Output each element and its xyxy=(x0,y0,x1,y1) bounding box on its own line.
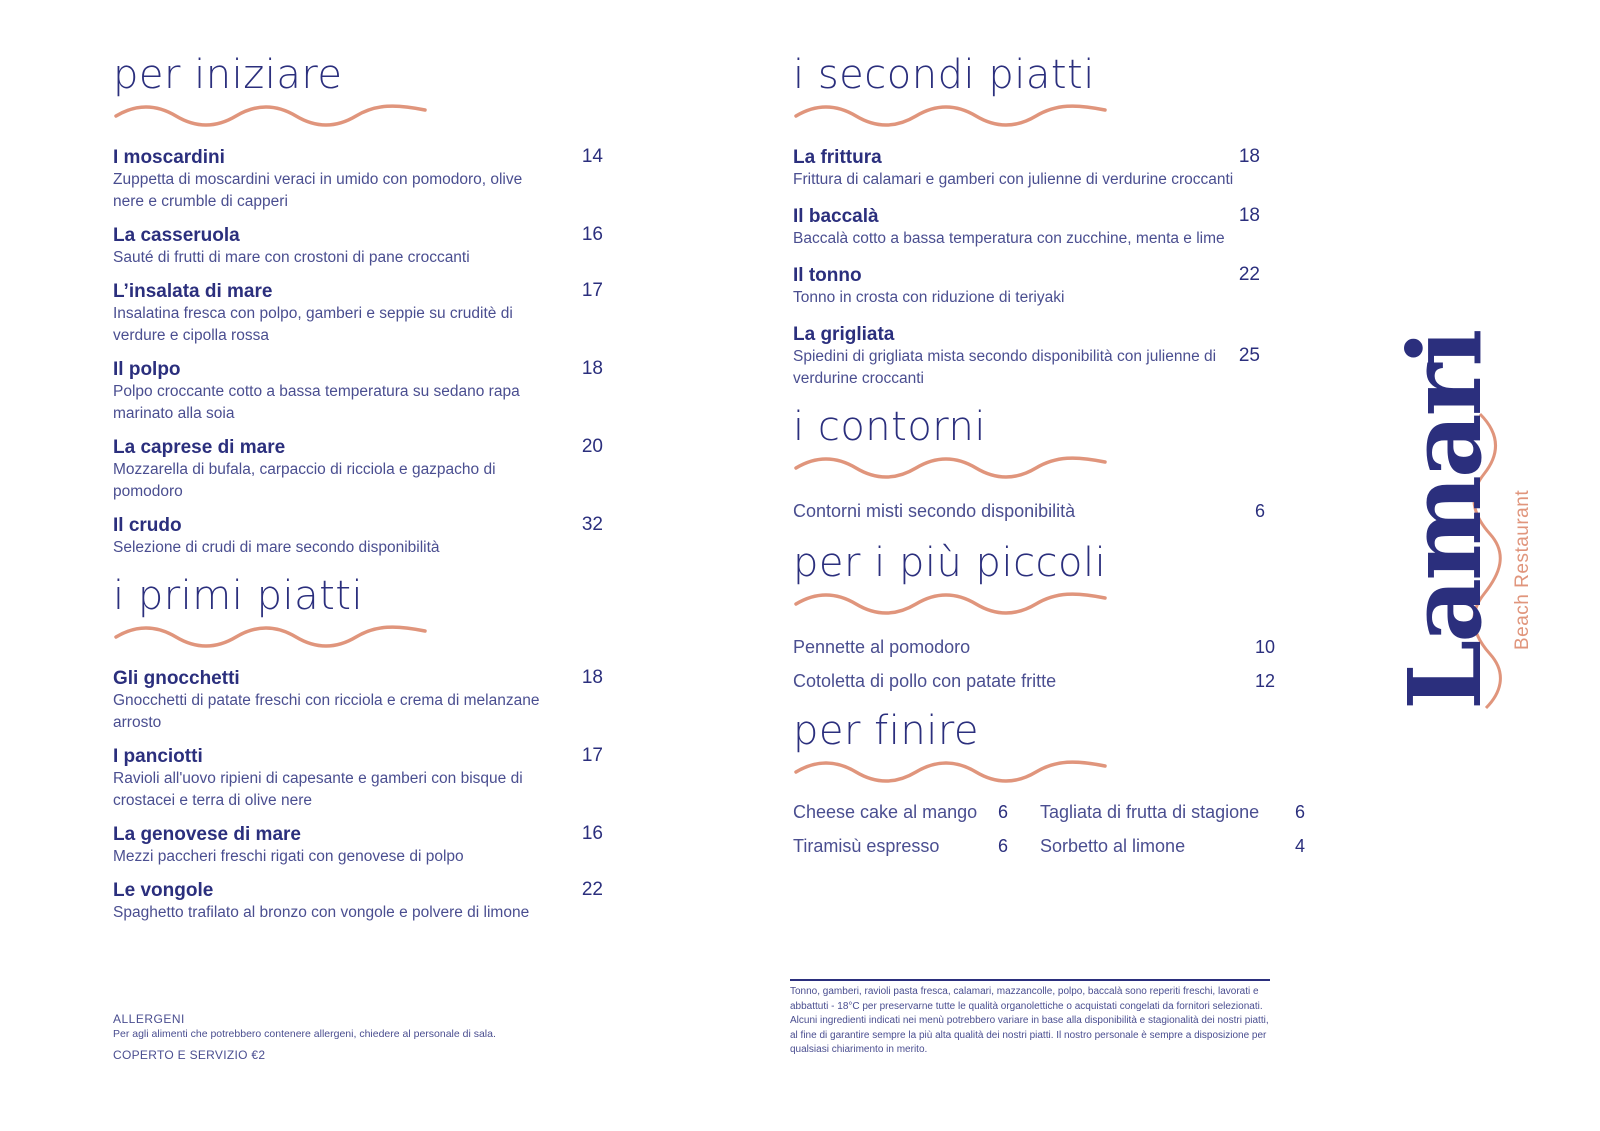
wave-divider-icon xyxy=(793,102,1108,128)
wave-divider-icon xyxy=(113,102,428,128)
kids-list xyxy=(793,634,1305,702)
item-name: Il polpo xyxy=(113,359,181,380)
item-price: 6 xyxy=(998,836,1009,856)
item-name: Il crudo xyxy=(113,515,182,536)
primi-list xyxy=(113,667,603,924)
starters-list xyxy=(113,146,603,559)
item-name: Sorbetto al limone xyxy=(1040,836,1186,856)
item-name: Contorni misti secondo disponibilità xyxy=(793,501,1076,521)
item-name: Pennette al pomodoro xyxy=(793,637,971,657)
item-price: 6 xyxy=(1255,501,1266,521)
item-price: 32 xyxy=(581,514,603,535)
item-description: Mezzi paccheri freschi rigati con genovese di polpo xyxy=(113,848,464,865)
item-name: La casseruola xyxy=(113,225,240,246)
middle-column xyxy=(793,52,1305,872)
item-name: La caprese di mare xyxy=(113,437,286,458)
item-description: Spiedini di grigliata mista secondo disponibilità con julienne di verdurine croccanti xyxy=(793,348,1217,387)
menu-item xyxy=(113,667,603,734)
menu-item xyxy=(793,498,1305,532)
item-description: Baccalà cotto a bassa temperatura con zucchine, menta e lime xyxy=(793,230,1225,247)
menu-item xyxy=(793,146,1305,191)
item-price: 18 xyxy=(1238,146,1260,167)
item-description: Polpo croccante cotto a bassa temperatura su sedano rapa marinato alla soia xyxy=(113,383,520,422)
menu-item xyxy=(113,879,603,924)
menu-item xyxy=(113,280,603,347)
menu-item xyxy=(793,634,1305,668)
cover-charge: COPERTO E SERVIZIO €2 xyxy=(113,1048,266,1062)
item-name: La grigliata xyxy=(793,324,895,345)
item-description: Tonno in crosta con riduzione di teriyaki xyxy=(793,289,1065,306)
item-price: 10 xyxy=(1255,637,1276,657)
item-description: Gnocchetti di patate freschi con ricciola e crema di melanzane arrosto xyxy=(113,692,540,731)
wave-divider-icon xyxy=(113,623,428,649)
item-name: I moscardini xyxy=(113,147,225,168)
item-price: 12 xyxy=(1255,671,1276,691)
section-title-starters: per iniziare xyxy=(113,52,343,98)
item-price: 18 xyxy=(1238,205,1260,226)
item-description: Selezione di crudi di mare secondo disponibilità xyxy=(113,539,440,556)
menu-item xyxy=(113,514,603,559)
item-price: 6 xyxy=(998,802,1009,822)
wave-divider-icon xyxy=(793,758,1108,784)
item-name: I panciotti xyxy=(113,746,203,767)
item-description: Mozzarella di bufala, carpaccio di ricciola e gazpacho di pomodoro xyxy=(113,461,496,500)
brand-name: Lamari xyxy=(1386,331,1504,710)
menu-item xyxy=(113,436,603,503)
item-name: Gli gnocchetti xyxy=(113,668,240,689)
secondi-list xyxy=(793,146,1305,390)
item-name: L’insalata di mare xyxy=(113,281,273,302)
allergens-text: Per agli alimenti che potrebbero contenere allergeni, chiedere al personale di sala. xyxy=(113,1028,496,1040)
item-price: 18 xyxy=(581,358,603,379)
item-price: 22 xyxy=(1238,264,1260,285)
item-price: 14 xyxy=(581,146,603,167)
item-price: 20 xyxy=(581,436,603,457)
contorni-list xyxy=(793,498,1305,532)
brand-tagline: Beach Restaurant xyxy=(1512,489,1533,650)
wave-divider-icon xyxy=(793,454,1108,480)
menu-item xyxy=(113,146,603,213)
item-name: Le vongole xyxy=(113,880,214,901)
allergens-footer xyxy=(113,1012,603,1062)
item-price: 16 xyxy=(581,224,603,245)
item-name: La frittura xyxy=(793,147,882,168)
item-description: Sauté di frutti di mare con crostoni di pane croccanti xyxy=(113,249,470,266)
brand-logo xyxy=(1386,331,1562,710)
desserts-list xyxy=(793,802,1305,872)
allergens-title: ALLERGENI xyxy=(113,1012,185,1026)
item-name: Tiramisù espresso xyxy=(793,836,940,856)
item-price: 6 xyxy=(1295,802,1306,822)
menu-item xyxy=(793,264,1305,309)
item-name: Tagliata di frutta di stagione xyxy=(1040,802,1260,822)
menu-item xyxy=(793,323,1305,390)
item-price: 4 xyxy=(1295,836,1306,856)
item-description: Ravioli all'uovo ripieni di capesante e gamberi con bisque di crostacei e terra di olive nere xyxy=(113,770,523,809)
sourcing-note: Tonno, gamberi, ravioli pasta fresca, calamari, mazzancolle, polpo, baccalà sono reperiti freschi, lavorati e abbattuti - 18°C per preservarne tutte le qualità organolettiche o acquistati congelati da fornitori selezionati. Alcuni ingredienti indicati nei menù potrebbero variare in base alla disponibilità e stagionalità dei nostri piatti, al fine di garantire sempre la più alta qualità dei nostri piatti. Il nostro personale è sempre a disposizione per qualsiasi chiarimento in merito. xyxy=(790,986,1269,1055)
wave-divider-icon xyxy=(793,590,1108,616)
section-title-primi: i primi piatti xyxy=(113,573,364,619)
item-price: 17 xyxy=(581,280,603,301)
item-price: 18 xyxy=(581,667,603,688)
section-title-kids: per i più piccoli xyxy=(793,540,1107,586)
left-column xyxy=(113,52,603,935)
item-name: Il baccalà xyxy=(793,206,879,227)
note-divider xyxy=(790,979,1270,981)
item-name: La genovese di mare xyxy=(113,824,301,845)
section-title-desserts: per finire xyxy=(793,708,979,754)
item-price: 22 xyxy=(581,879,603,900)
menu-item xyxy=(113,823,603,868)
menu-item xyxy=(113,745,603,812)
item-price: 25 xyxy=(1238,345,1260,366)
item-description: Insalatina fresca con polpo, gamberi e seppie su cruditè di verdure e cipolla rossa xyxy=(113,305,513,344)
item-description: Spaghetto trafilato al bronzo con vongole e polvere di limone xyxy=(113,904,530,921)
item-name: Cotoletta di pollo con patate fritte xyxy=(793,671,1057,691)
item-name: Il tonno xyxy=(793,265,862,286)
item-name: Cheese cake al mango xyxy=(793,802,978,822)
menu-item xyxy=(793,205,1305,250)
menu-item xyxy=(113,224,603,269)
menu-item xyxy=(793,668,1305,702)
item-description: Frittura di calamari e gamberi con julienne di verdurine croccanti xyxy=(793,171,1234,188)
menu-item xyxy=(113,358,603,425)
item-price: 17 xyxy=(581,745,603,766)
section-title-contorni: i contorni xyxy=(793,404,987,450)
item-price: 16 xyxy=(581,823,603,844)
item-description: Zuppetta di moscardini veraci in umido con pomodoro, olive nere e crumble di capperi xyxy=(113,171,523,210)
section-title-secondi: i secondi piatti xyxy=(793,52,1095,98)
